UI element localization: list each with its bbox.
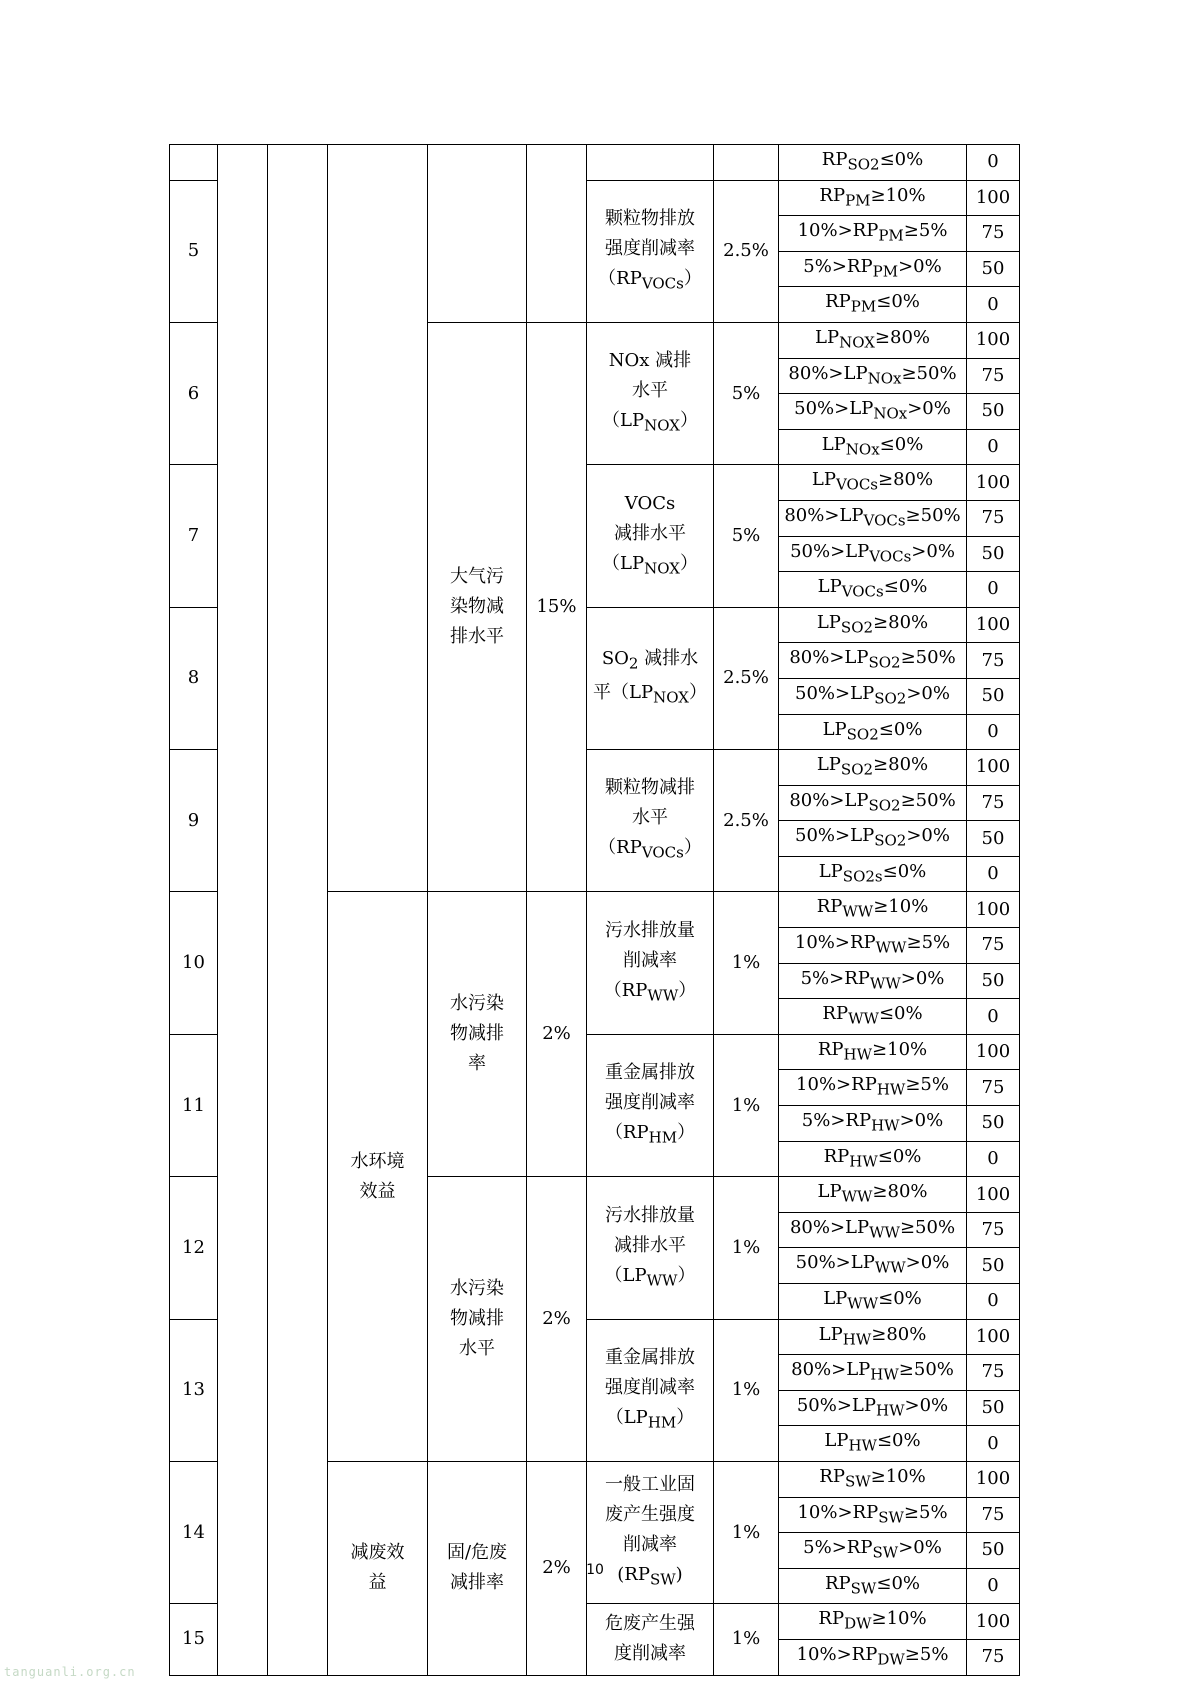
score-cell: 0	[967, 1141, 1020, 1177]
rule-cell: $RP_{SO2}\le 0\%$	[779, 145, 967, 181]
score-cell: 50	[967, 678, 1020, 714]
rule-cell: $LP_{WW}\ge 80\%$	[779, 1177, 967, 1213]
table-row	[170, 145, 1020, 181]
rule-cell: $80\%>LP_{NOx}\ge 50\%$	[779, 358, 967, 394]
rule-cell: $80\%>LP_{WW}\ge 50\%$	[779, 1212, 967, 1248]
group-weight-cell	[527, 145, 587, 323]
indicator-cell: NOx 减排 水平 $(LP_{NOX})$	[587, 322, 714, 464]
indicator-cell: 一般工业固 废产生强度 削减率 $(RP_{SW})$	[587, 1461, 714, 1603]
score-cell: 50	[967, 963, 1020, 999]
indicator-cell: 危废产生强 度削减率	[587, 1604, 714, 1675]
score-cell: 75	[967, 643, 1020, 679]
rule-cell: $10\%>RP_{HW}\ge 5\%$	[779, 1070, 967, 1106]
indicator-cell: 污水排放量 减排水平 $(LP_{WW})$	[587, 1177, 714, 1319]
rule-cell: $LP_{SO2}\ge 80\%$	[779, 607, 967, 643]
rule-cell: $RP_{SW}\le 0\%$	[779, 1568, 967, 1604]
indicator-weight-cell: 2.5%	[714, 180, 779, 322]
score-cell: 100	[967, 1604, 1020, 1640]
rule-cell: $5\%>RP_{HW}>0\%$	[779, 1106, 967, 1142]
score-cell: 75	[967, 216, 1020, 252]
rule-cell: $5\%>RP_{PM}>0\%$	[779, 251, 967, 287]
group-cell: 水污染 物减排 水平	[428, 1177, 527, 1462]
rule-cell: $RP_{PM}\ge 10\%$	[779, 180, 967, 216]
table-body	[170, 145, 1020, 1676]
rule-cell: $RP_{PM}\le 0\%$	[779, 287, 967, 323]
score-cell: 75	[967, 1070, 1020, 1106]
score-cell: 75	[967, 358, 1020, 394]
row-index-cell: 10	[170, 892, 218, 1034]
score-cell: 100	[967, 1034, 1020, 1070]
score-cell: 100	[967, 1461, 1020, 1497]
indicator-cell: VOCs 减排水平 $(LP_{NOX})$	[587, 465, 714, 607]
score-cell: 0	[967, 287, 1020, 323]
indicator-cell	[587, 145, 714, 181]
indicator-weight-cell: 2.5%	[714, 750, 779, 892]
rule-cell: $80\%>LP_{SO2}\ge 50\%$	[779, 785, 967, 821]
indicator-weight-cell: 5%	[714, 322, 779, 464]
rule-cell: $RP_{WW}\ge 10\%$	[779, 892, 967, 928]
score-cell: 0	[967, 1284, 1020, 1320]
score-cell: 0	[967, 714, 1020, 750]
row-index-cell: 12	[170, 1177, 218, 1319]
score-cell: 50	[967, 1390, 1020, 1426]
score-cell: 50	[967, 394, 1020, 430]
score-cell: 100	[967, 1177, 1020, 1213]
rule-cell: $LP_{SO2}\ge 80\%$	[779, 750, 967, 786]
score-cell: 100	[967, 750, 1020, 786]
indicator-weight-cell	[714, 145, 779, 181]
indicator-cell: 重金属排放 强度削减率 $(LP_{HM})$	[587, 1319, 714, 1461]
group-cell: 大气污 染物减 排水平	[428, 322, 527, 892]
score-cell: 75	[967, 1497, 1020, 1533]
group-weight-cell: 2%	[527, 1461, 587, 1675]
rule-cell: $10\%>RP_{WW}\ge 5\%$	[779, 928, 967, 964]
row-index-cell: 13	[170, 1319, 218, 1461]
rule-cell: $LP_{WW}\le 0\%$	[779, 1284, 967, 1320]
category-cell: 减废效 益	[328, 1461, 428, 1675]
score-cell: 100	[967, 1319, 1020, 1355]
indicator-weight-cell: 2.5%	[714, 607, 779, 749]
row-index-cell: 8	[170, 607, 218, 749]
score-cell: 75	[967, 928, 1020, 964]
row-index-cell	[170, 145, 218, 181]
rule-cell: $80\%>LP_{SO2}\ge 50\%$	[779, 643, 967, 679]
row-index-cell: 15	[170, 1604, 218, 1675]
rule-cell: $50\%>LP_{NOx}>0\%$	[779, 394, 967, 430]
indicator-weight-cell: 1%	[714, 1461, 779, 1603]
group-weight-cell: 2%	[527, 1177, 587, 1462]
score-cell: 0	[967, 1568, 1020, 1604]
score-cell: 75	[967, 1639, 1020, 1675]
score-cell: 75	[967, 500, 1020, 536]
row-index-cell: 9	[170, 750, 218, 892]
rule-cell: $5\%>RP_{SW}>0\%$	[779, 1533, 967, 1569]
rule-cell: $50\%>LP_{HW}>0\%$	[779, 1390, 967, 1426]
indicator-cell: $SO_2$ 减排水 平$(LP_{NOX})$	[587, 607, 714, 749]
score-cell: 0	[967, 145, 1020, 181]
indicator-weight-cell: 1%	[714, 1034, 779, 1176]
group-cell: 固/危废 减排率	[428, 1461, 527, 1675]
indicator-weight-cell: 1%	[714, 1177, 779, 1319]
group-cell	[428, 145, 527, 323]
score-cell: 50	[967, 821, 1020, 857]
indicator-weight-cell: 1%	[714, 892, 779, 1034]
row-index-cell: 11	[170, 1034, 218, 1176]
score-cell: 0	[967, 1426, 1020, 1462]
indicator-cell: 重金属排放 强度削减率 $(RP_{HM})$	[587, 1034, 714, 1176]
score-cell: 100	[967, 180, 1020, 216]
category-cell	[328, 145, 428, 892]
rule-cell: $50\%>LP_{WW}>0\%$	[779, 1248, 967, 1284]
rule-cell: $10\%>RP_{SW}\ge 5\%$	[779, 1497, 967, 1533]
rule-cell: $LP_{SO2s}\le 0\%$	[779, 856, 967, 892]
rule-cell: $LP_{HW}\le 0\%$	[779, 1426, 967, 1462]
page-number: 10	[586, 1562, 604, 1578]
score-cell: 50	[967, 536, 1020, 572]
rule-cell: $50\%>LP_{SO2}>0\%$	[779, 678, 967, 714]
score-cell: 50	[967, 1106, 1020, 1142]
rule-cell: $LP_{HW}\ge 80\%$	[779, 1319, 967, 1355]
rule-cell: $LP_{VOCs}\le 0\%$	[779, 572, 967, 608]
score-cell: 75	[967, 1212, 1020, 1248]
row-index-cell: 14	[170, 1461, 218, 1603]
rule-cell: $80\%>LP_{VOCs}\ge 50\%$	[779, 500, 967, 536]
rule-cell: $LP_{NOX}\ge 80\%$	[779, 322, 967, 358]
rule-cell: $LP_{NOx}\le 0\%$	[779, 429, 967, 465]
watermark: tanguanli.org.cn	[4, 1665, 136, 1679]
rule-cell: $50\%>LP_{SO2}>0\%$	[779, 821, 967, 857]
score-cell: 100	[967, 465, 1020, 501]
rule-cell: $80\%>LP_{HW}\ge 50\%$	[779, 1355, 967, 1391]
rule-cell: $50\%>LP_{VOCs}>0\%$	[779, 536, 967, 572]
row-index-cell: 7	[170, 465, 218, 607]
indicator-weight-cell: 5%	[714, 465, 779, 607]
score-cell: 50	[967, 1248, 1020, 1284]
evaluation-table	[169, 144, 1020, 1676]
rule-cell: $RP_{HW}\ge 10\%$	[779, 1034, 967, 1070]
group-cell: 水污染 物减排 率	[428, 892, 527, 1177]
rule-cell: $10\%>RP_{PM}\ge 5\%$	[779, 216, 967, 252]
score-cell: 100	[967, 607, 1020, 643]
indicator-cell: 污水排放量 削减率 $(RP_{WW})$	[587, 892, 714, 1034]
indicator-cell: 颗粒物减排 水平 $(RP_{VOCs})$	[587, 750, 714, 892]
rule-cell: $RP_{DW}\ge 10\%$	[779, 1604, 967, 1640]
score-cell: 50	[967, 251, 1020, 287]
score-cell: 75	[967, 1355, 1020, 1391]
category-cell: 水环境 效益	[328, 892, 428, 1462]
group-weight-cell: 2%	[527, 892, 587, 1177]
rule-cell: $RP_{HW}\le 0\%$	[779, 1141, 967, 1177]
rule-cell: $10\%>RP_{DW}\ge 5\%$	[779, 1639, 967, 1675]
score-cell: 50	[967, 1533, 1020, 1569]
level1-empty-column	[218, 145, 268, 1676]
group-weight-cell: 15%	[527, 322, 587, 892]
rule-cell: $RP_{SW}\ge 10\%$	[779, 1461, 967, 1497]
rule-cell: $RP_{WW}\le 0\%$	[779, 999, 967, 1035]
rule-cell: $LP_{VOCs}\ge 80\%$	[779, 465, 967, 501]
score-cell: 0	[967, 856, 1020, 892]
score-cell: 0	[967, 429, 1020, 465]
row-index-cell: 6	[170, 322, 218, 464]
rule-cell: $5\%>RP_{WW}>0\%$	[779, 963, 967, 999]
score-cell: 0	[967, 572, 1020, 608]
score-cell: 75	[967, 785, 1020, 821]
row-index-cell: 5	[170, 180, 218, 322]
indicator-weight-cell: 1%	[714, 1319, 779, 1461]
indicator-weight-cell: 1%	[714, 1604, 779, 1675]
score-cell: 100	[967, 892, 1020, 928]
score-cell: 100	[967, 322, 1020, 358]
score-cell: 0	[967, 999, 1020, 1035]
indicator-cell: 颗粒物排放 强度削减率 $(RP_{VOCs})$	[587, 180, 714, 322]
rule-cell: $LP_{SO2}\le 0\%$	[779, 714, 967, 750]
level2-empty-column	[268, 145, 328, 1676]
